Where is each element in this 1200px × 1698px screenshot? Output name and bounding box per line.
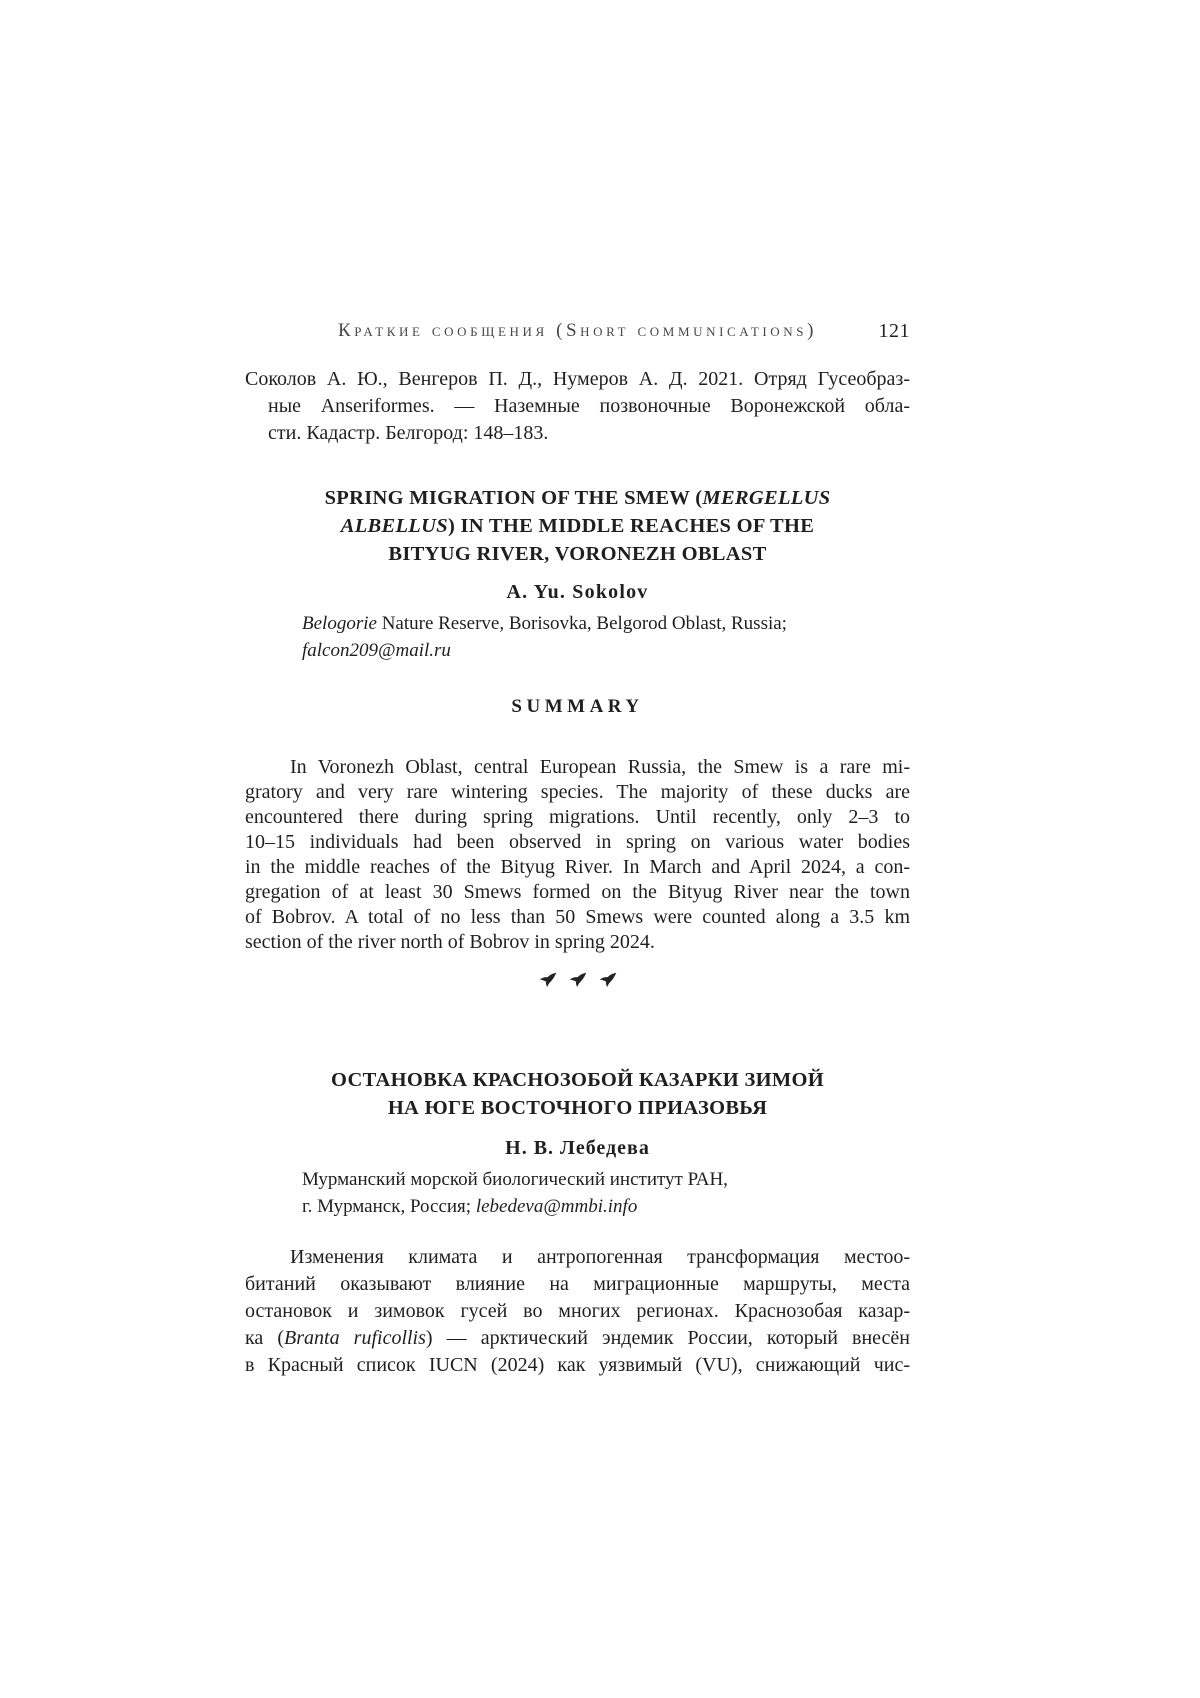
title-line: НА ЮГЕ ВОСТОЧНОГО ПРИАЗОВЬЯ [387,1097,768,1119]
affiliation-ru [245,1166,910,1220]
flying-bird-icon [599,972,617,992]
species-name-latin: MERGELLUS [702,487,831,509]
affiliation-line [302,610,910,637]
author-email-en: falcon209@mail.ru [302,640,451,661]
body-line: Изменения климата и антропогенная трансформация местоо- [290,1246,910,1268]
page-number: 121 [878,320,910,342]
flying-bird-icon [569,972,587,992]
species-name-latin: Branta ruficollis [284,1327,426,1349]
flying-bird-icon [539,972,557,992]
title-text: SPRING MIGRATION OF THE SMEW ( [324,487,703,509]
body-text: ка ( [245,1327,285,1349]
summary-line: section of the river north of Bobrov in spring 2024. [245,931,655,953]
body-line: остановок и зимовок гусей во многих регионах. Краснозобая казар- [245,1300,910,1322]
title-line [245,512,910,540]
reference-line: Соколов А. Ю., Венгеров П. Д., Нумеров А. Д. 2021. Отряд Гусеобраз- [245,368,910,390]
section-divider [245,972,910,992]
running-title: Краткие сообщения (Short communications) [337,320,818,341]
author-name-ru: Н. В. Лебедева [505,1137,650,1159]
author-email-ru: lebedeva@mmbi.info [475,1196,638,1217]
summary-heading: SUMMARY [511,696,644,717]
summary-line: gregation of at least 30 Smews formed on the Bityug River near the town [245,881,910,903]
reference-entry [245,366,910,447]
summary-line: In Voronezh Oblast, central European Russia, the Smew is a rare mi- [290,756,910,778]
body-paragraph-ru [245,1244,910,1379]
summary-line: of Bobrov. A total of no less than 50 Smews were counted along a 3.5 km [245,906,910,928]
reference-line: сти. Кадастр. Белгород: 148–183. [268,422,549,444]
summary-line: 10–15 individuals had been observed in spring on various water bodies [245,831,910,853]
affiliation-text: Nature Reserve, Borisovka, Belgorod Oblast, Russia; [376,613,787,634]
title-text: ) IN THE MIDDLE REACHES OF THE [447,515,815,537]
article-title-ru [245,1066,910,1122]
summary-line: in the middle reaches of the Bityug River. In March and April 2024, a con- [245,856,910,878]
reference-line: ные Anseriformes. — Наземные позвоночные Воронежской обла- [268,395,910,417]
body-text: ) — арктический эндемик России, который внесён [425,1327,910,1349]
affiliation-line: Мурманский морской биологический институт РАН, [302,1169,728,1190]
author-name-en: A. Yu. Sokolov [506,581,649,603]
summary-line: encountered there during spring migrations. Until recently, only 2–3 to [245,806,910,828]
title-line: BITYUG RIVER, VORONEZH OBLAST [388,543,767,565]
body-line: в Красный список IUCN (2024) как уязвимый (VU), снижающий чис- [245,1354,910,1376]
reserve-name: Belogorie [302,613,377,634]
affiliation-text: г. Мурманск, Россия; [302,1196,476,1217]
body-line [245,1325,910,1352]
summary-paragraph [245,755,910,955]
affiliation-line [302,1193,910,1220]
affiliation-en [245,610,910,664]
title-line: ОСТАНОВКА КРАСНОЗОБОЙ КАЗАРКИ ЗИМОЙ [330,1069,824,1091]
title-line [245,484,910,512]
running-header [245,320,910,346]
article-title-en [245,484,910,568]
species-name-latin: ALBELLUS [340,515,448,537]
summary-line: gratory and very rare wintering species. The majority of these ducks are [245,781,910,803]
body-line: битаний оказывают влияние на миграционные маршруты, места [245,1273,910,1295]
